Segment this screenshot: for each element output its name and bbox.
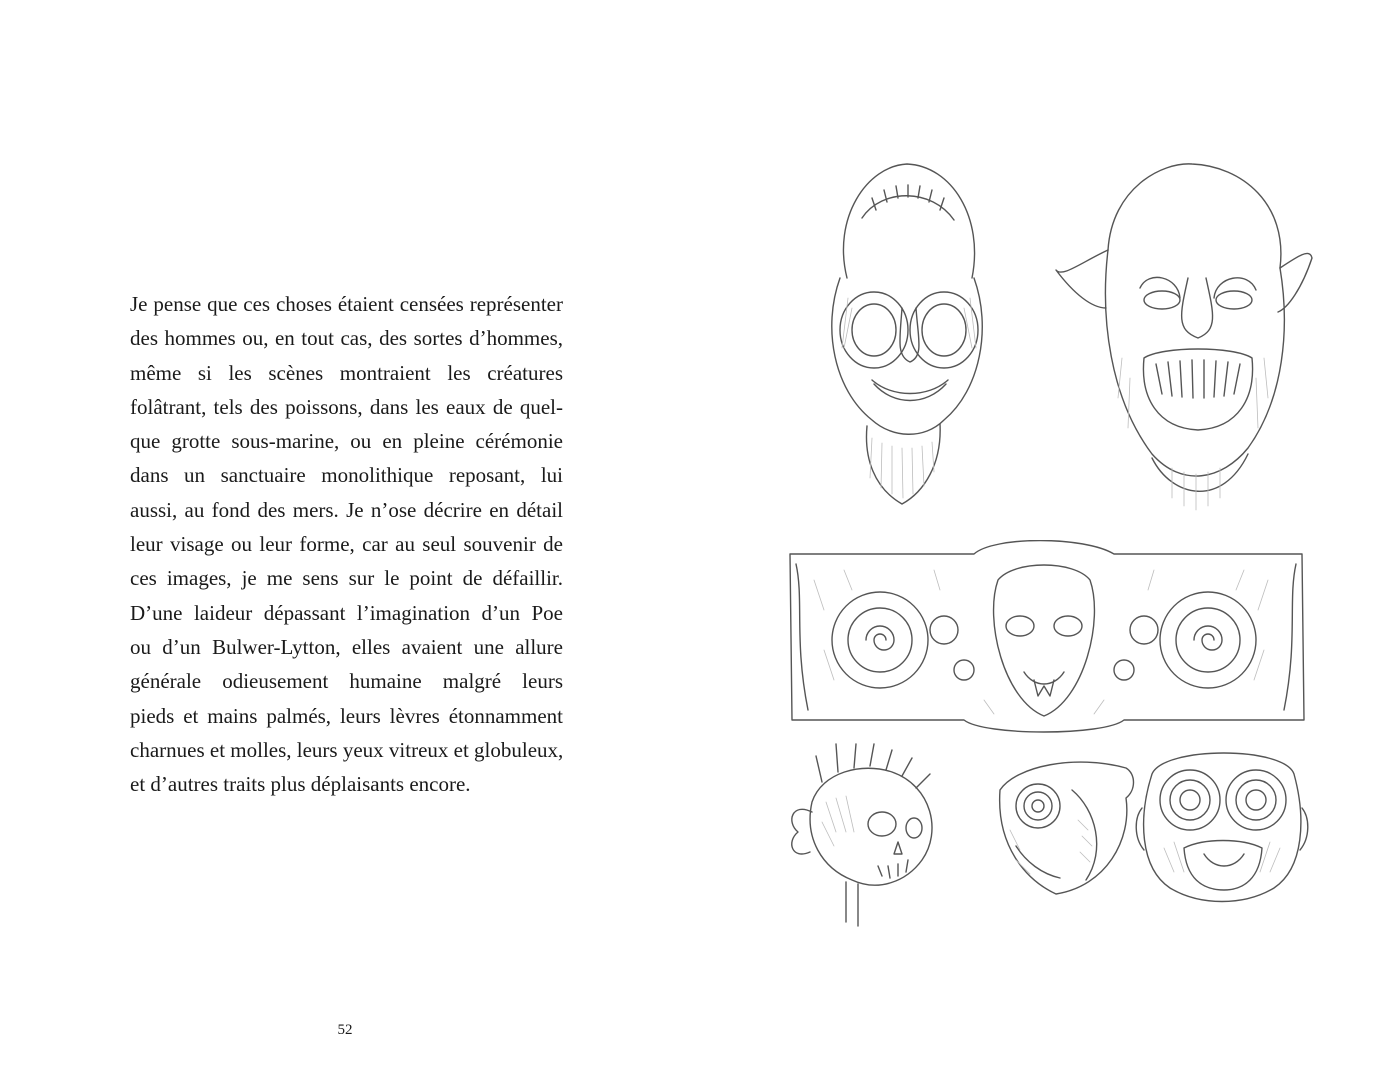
text-line: même si les scènes montraient les créatures: [130, 360, 563, 385]
carved-frieze-sketch: [784, 540, 1308, 740]
text-line: des hommes ou, en tout cas, des sortes d’hommes,: [130, 326, 563, 351]
page-number: 52: [337, 1022, 353, 1038]
text-line: pieds et mains palmés, leurs lèvres étonnamment: [130, 703, 563, 728]
mask-fanged-mouth-sketch: [1052, 158, 1314, 520]
text-line: folâtrant, tels des poissons, dans les eaux de quel-: [130, 394, 563, 419]
text-line: dans un sanctuaire monolithique reposant, lui: [130, 463, 563, 488]
goggle-eyed-mask-sketch: [1134, 738, 1310, 908]
spiked-skull-sketch: [782, 742, 952, 930]
text-line: Je pense que ces choses étaient censées représenter: [130, 292, 563, 316]
text-line: ou d’un Bulwer-Lytton, elles avaient une allure: [130, 634, 563, 659]
text-line: charnues et molles, leurs yeux vitreux et globuleux,: [130, 737, 564, 762]
text-line: leur visage ou leur forme, car au seul souvenir de: [130, 532, 563, 557]
right-page: [700, 0, 1400, 1079]
text-line: et d’autres traits plus déplaisants encore.: [130, 772, 471, 797]
mask-round-eyes-sketch: [812, 158, 1002, 510]
text-line: que grotte sous-marine, ou en pleine cérémonie: [130, 429, 563, 454]
fish-head-sketch: [986, 750, 1142, 900]
text-line: D’une laideur dépassant l’imagination d’un Poe: [130, 600, 563, 625]
body-text: [130, 287, 563, 801]
text-line: aussi, au fond des mers. Je n’ose décrire en détail: [130, 497, 563, 522]
text-line: ces images, je me sens sur le point de défaillir.: [130, 566, 563, 591]
text-line: générale odieusement humaine malgré leurs: [130, 669, 563, 694]
